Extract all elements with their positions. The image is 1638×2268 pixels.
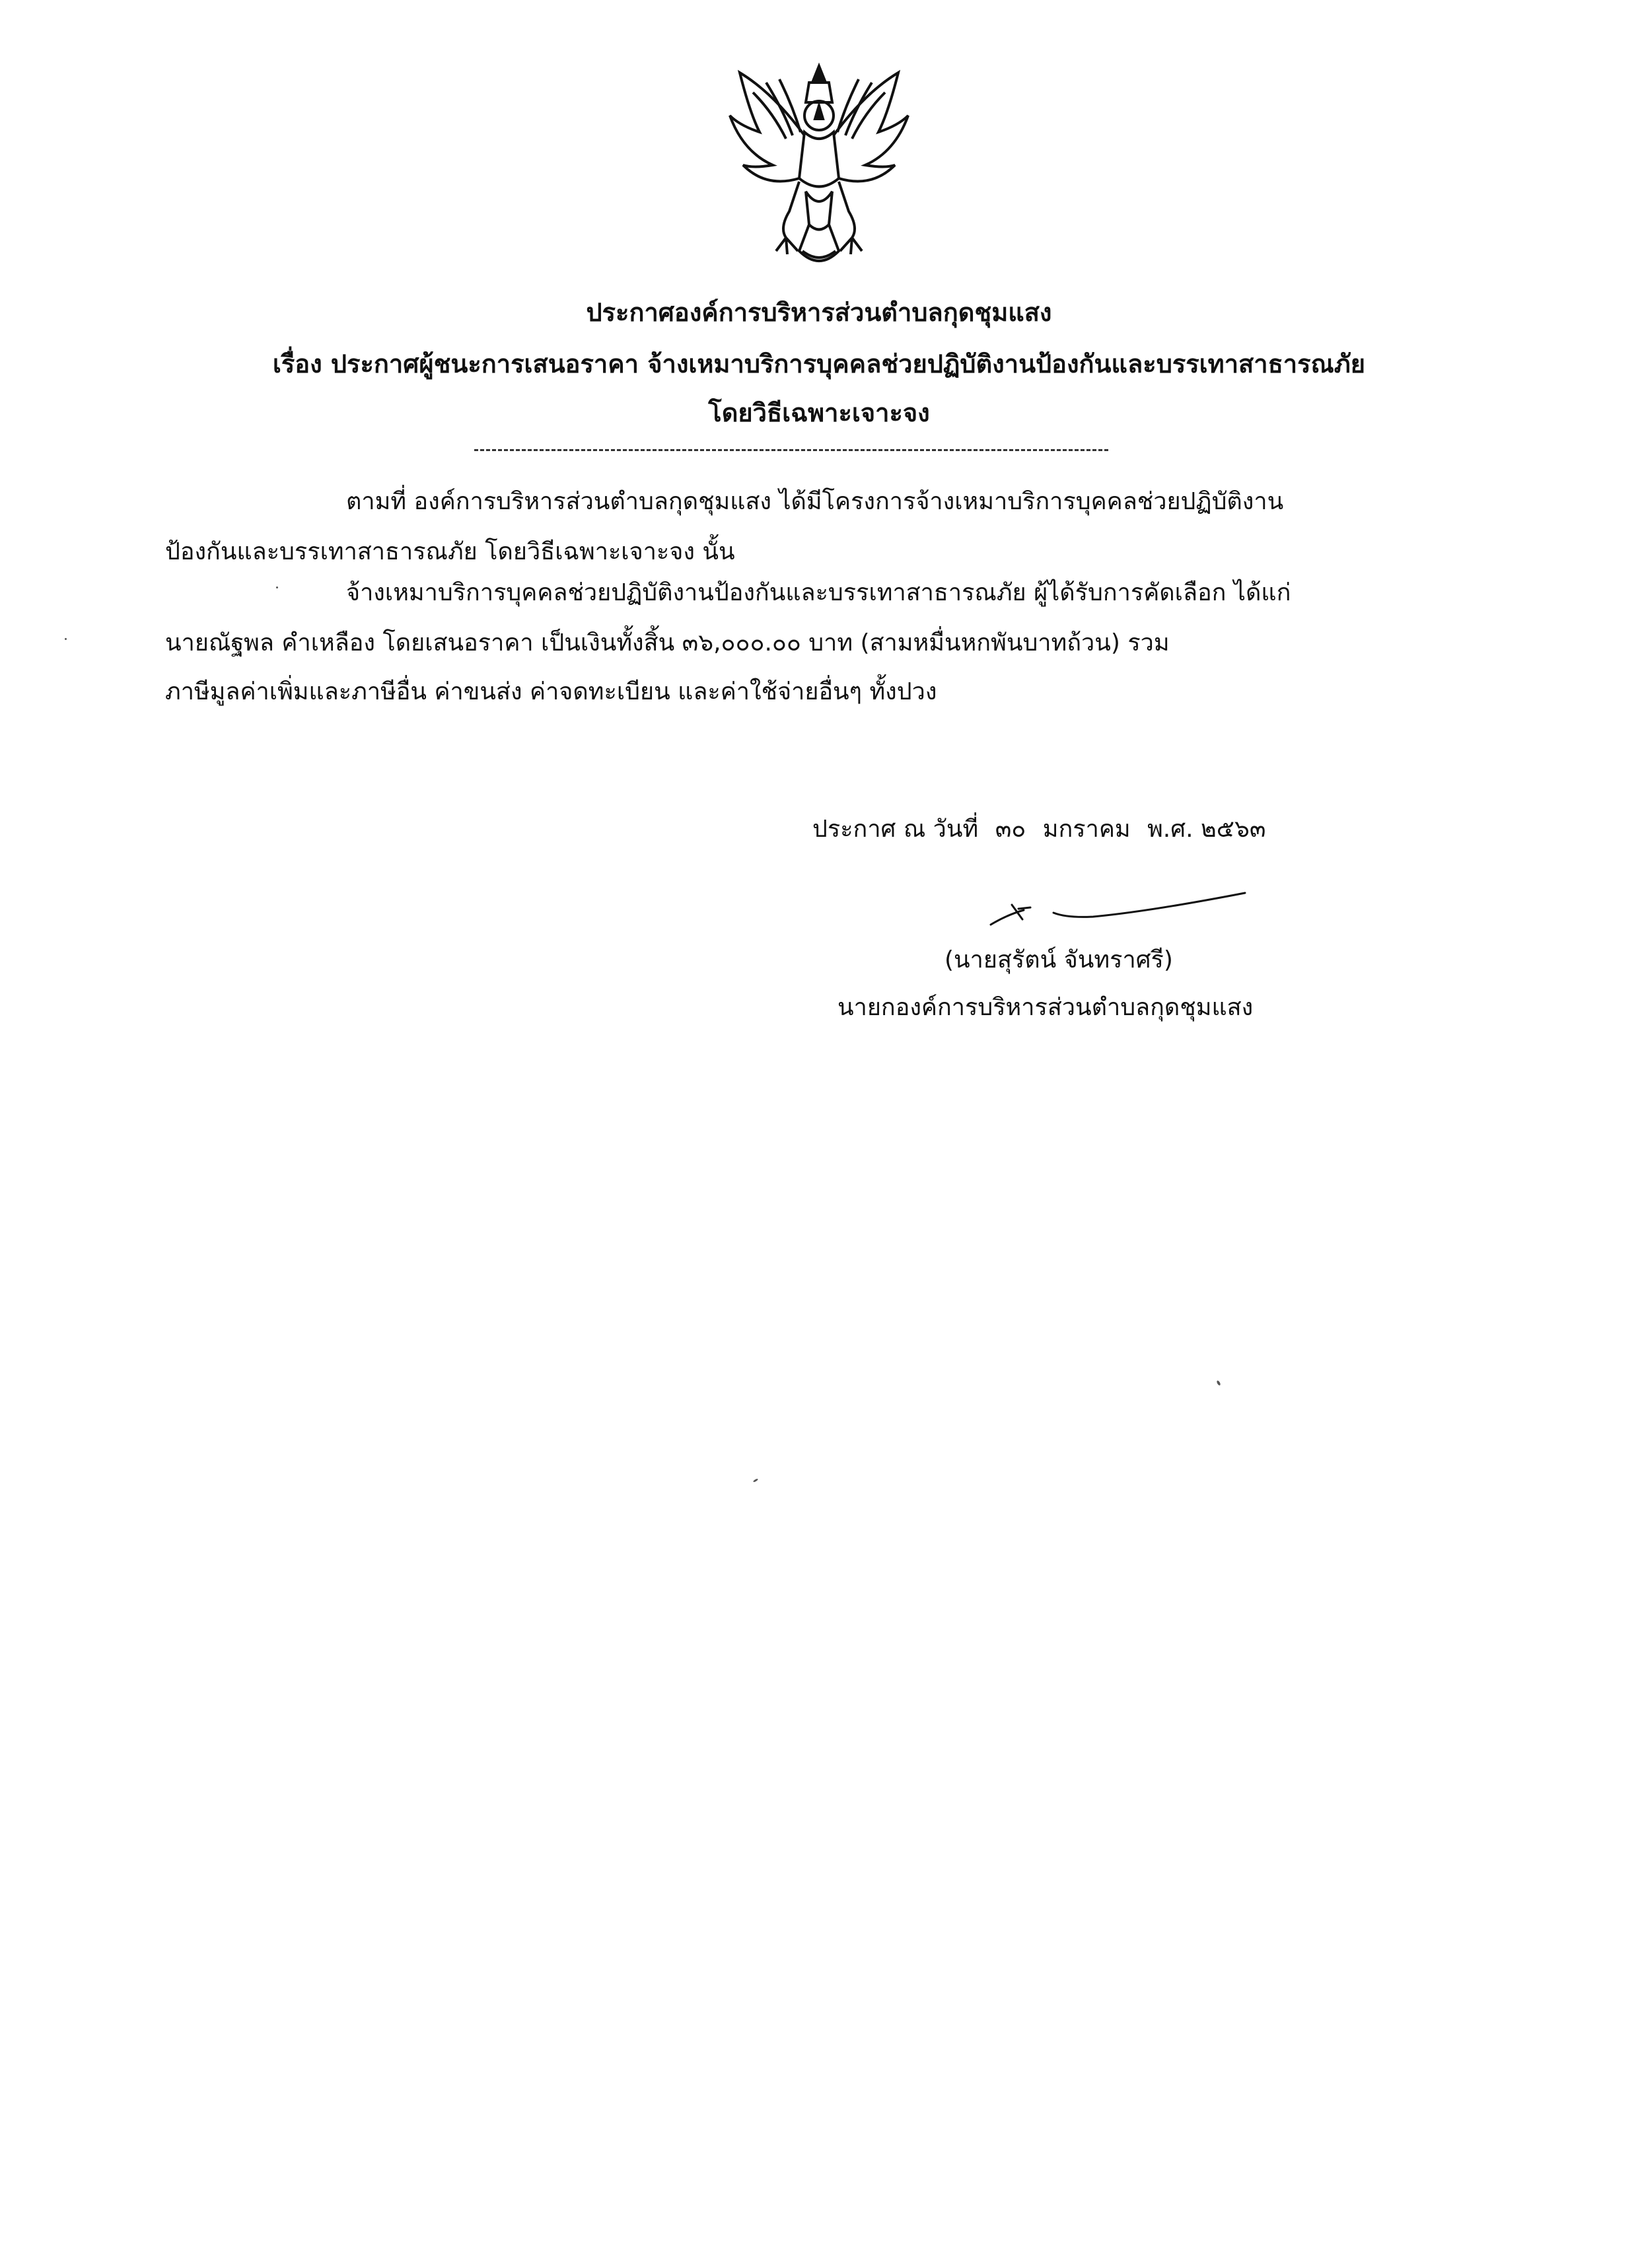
signature-icon	[978, 878, 1255, 938]
paragraph-2-line-3: ภาษีมูลค่าเพิ่มและภาษีอื่น ค่าขนส่ง ค่าจดทะเบียน และค่าใช้จ่ายอื่นๆ ทั้งปวง	[165, 678, 937, 705]
paragraph-2-line-2: นายณัฐพล คำเหลือง โดยเสนอราคา เป็นเงินทั้งสิ้น ๓๖,๐๐๐.๐๐ บาท (สามหมื่นหกพันบาทถ้วน) รวม	[165, 629, 1170, 656]
scan-speck	[1216, 1380, 1221, 1386]
divider	[474, 449, 1108, 451]
date-month: มกราคม	[1042, 816, 1131, 843]
signer-name: (นายสุรัตน์ จันทราศรี)	[944, 946, 1173, 974]
signer-title: นายกองค์การบริหารส่วนตำบลกุดชุมแสง	[837, 994, 1254, 1021]
paragraph-2-line-1: จ้างเหมาบริการบุคคลช่วยปฏิบัติงานป้องกันและบรรเทาสาธารณภัย ผู้ได้รับการคัดเลือก ได้แก่	[346, 579, 1291, 606]
garuda-emblem-icon	[713, 53, 925, 277]
scan-speck	[65, 638, 67, 640]
date-day: ๓๐	[995, 816, 1026, 843]
paragraph-1-line-1: ตามที่ องค์การบริหารส่วนตำบลกุดชุมแสง ได้มีโครงการจ้างเหมาบริการบุคคลช่วยปฏิบัติงาน	[346, 488, 1284, 515]
subject-line: เรื่อง ประกาศผู้ชนะการเสนอราคา จ้างเหมาบริการบุคคลช่วยปฏิบัติงานป้องกันและบรรเทาสาธารณภัย	[272, 349, 1366, 378]
page-title: ประกาศองค์การบริหารส่วนตำบลกุดชุมแสง	[586, 298, 1052, 327]
scan-speck	[753, 1478, 758, 1483]
announcement-date	[812, 818, 1275, 841]
date-prefix: ประกาศ ณ วันที่	[812, 816, 979, 843]
paragraph-1-line-2: ป้องกันและบรรเทาสาธารณภัย โดยวิธีเฉพาะเจาะจง นั้น	[165, 538, 735, 565]
date-year: พ.ศ. ๒๕๖๓	[1147, 816, 1266, 843]
subject-method: โดยวิธีเฉพาะเจาะจง	[708, 398, 930, 427]
scan-speck	[276, 586, 278, 588]
